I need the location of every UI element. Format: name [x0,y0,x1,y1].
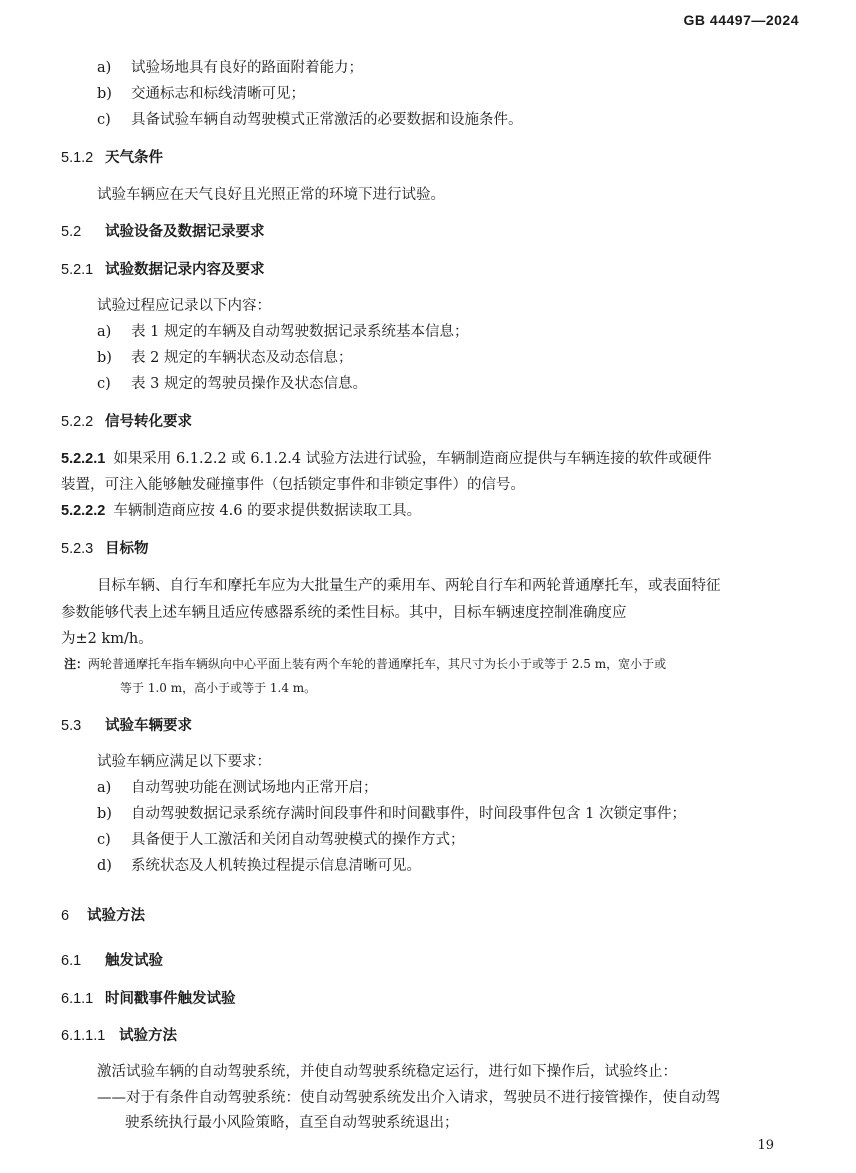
paragraph-continued: 为±2 km/h。 [61,631,153,647]
list-item-text: 自动驾驶功能在测试场地内正常开启； [131,780,378,796]
list-item-label: c) [97,376,111,392]
note-label: 注： [64,657,89,671]
section-number: 6.1.1.1 [61,1028,106,1044]
list-item [97,804,686,824]
section-heading-6 [61,906,145,926]
section-number: 5.2.3 [61,541,94,557]
section-heading-6-1-1 [61,989,236,1009]
paragraph: 目标车辆、自行车和摩托车应为大批量生产的乘用车、两轮自行车和两轮普通摩托车，或表面特征 [97,578,721,594]
list-item-label: b) [97,806,112,822]
list-item-text: 具备试验车辆自动驾驶模式正常激活的必要数据和设施条件。 [131,112,523,128]
list-item-text: 表 3 规定的驾驶员操作及状态信息。 [131,376,367,392]
section-heading-5-2 [61,222,265,242]
list-item [97,322,468,342]
list-item-text: 表 1 规定的车辆及自动驾驶数据记录系统基本信息； [131,324,469,340]
section-number: 5.2 [61,224,82,240]
page-number: 19 [757,1138,774,1153]
section-heading-5-2-1 [61,260,265,280]
list-item [97,856,421,876]
paragraph: 试验过程应记录以下内容： [97,298,271,314]
section-number: 5.2.1 [61,262,94,278]
section-title: 信号转化要求 [105,414,192,430]
section-number: 6.1.1 [61,991,94,1007]
section-number: 6 [61,908,70,924]
list-item [97,830,465,850]
list-item [97,348,352,368]
list-item-label: b) [97,86,112,102]
list-item [97,110,523,130]
section-title: 时间戳事件触发试验 [105,991,236,1007]
paragraph: 试验车辆应在天气良好且光照正常的环境下进行试验。 [97,187,445,203]
list-item-label: a) [97,60,112,76]
section-heading-5-2-3 [61,539,149,559]
list-item-text: 表 2 规定的车辆状态及动态信息； [131,350,353,366]
paragraph-continued: 参数能够代表上述车辆且适应传感器系统的柔性目标。其中，目标车辆速度控制准确度应 [61,605,627,621]
list-item-label: d) [97,858,112,874]
section-title: 试验车辆要求 [105,718,192,734]
section-heading-6-1-1-1 [61,1026,177,1046]
list-item-text: 系统状态及人机转换过程提示信息清晰可见。 [131,858,421,874]
section-heading-5-1-2 [61,148,163,168]
list-item [97,84,305,104]
section-title: 试验数据记录内容及要求 [105,262,265,278]
standard-code: GB 44497—2024 [683,12,799,28]
section-number: 5.1.2 [61,150,94,166]
list-item-label: c) [97,832,111,848]
list-item-text: 试验场地具有良好的路面附着能力； [131,60,363,76]
paragraph: 激活试验车辆的自动驾驶系统，并使自动驾驶系统稳定运行，进行如下操作后，试验终止： [97,1064,677,1080]
section-title: 试验方法 [119,1028,177,1044]
note-text: 两轮普通摩托车指车辆纵向中心平面上装有两个车轮的普通摩托车，其尺寸为长小于或等于 2.5 m，宽小于或 [88,657,667,671]
section-heading-5-2-2 [61,412,192,432]
section-title: 触发试验 [105,953,163,969]
list-item-label: a) [97,780,112,796]
clause-text: 如果采用 6.1.2.2 或 6.1.2.4 试验方法进行试验，车辆制造商应提供与车辆连接的软件或硬件 [113,451,712,467]
section-number: 5.2.2 [61,414,94,430]
list-item [97,58,363,78]
section-title: 试验方法 [87,908,145,924]
list-item-text: 具备便于人工激活和关闭自动驾驶模式的操作方式； [131,832,465,848]
list-item [97,374,367,394]
clause-text-continued: 装置，可注入能够触发碰撞事件（包括锁定事件和非锁定事件）的信号。 [61,477,525,493]
dash-item: ——对于有条件自动驾驶系统：使自动驾驶系统发出介入请求，驾驶员不进行接管操作，使自动驾 [97,1090,721,1106]
list-item-text: 交通标志和标线清晰可见； [131,86,305,102]
list-item [97,778,378,798]
clause-number: 5.2.2.2 [61,503,106,519]
list-item-label: b) [97,350,112,366]
section-title: 目标物 [105,541,149,557]
clause-text: 车辆制造商应按 4.6 的要求提供数据读取工具。 [113,503,422,519]
list-item-label: c) [97,112,111,128]
note-continued: 等于 1.0 m，高小于或等于 1.4 m。 [120,681,317,695]
section-number: 5.3 [61,718,82,734]
list-item-label: a) [97,324,112,340]
clause-5-2-2-2 [61,501,421,521]
section-heading-5-3 [61,716,192,736]
section-number: 6.1 [61,953,82,969]
section-heading-6-1 [61,951,163,971]
section-title: 试验设备及数据记录要求 [105,224,265,240]
dash-item-continued: 驶系统执行最小风险策略，直至自动驾驶系统退出； [125,1115,459,1131]
note [64,656,666,673]
clause-number: 5.2.2.1 [61,451,106,467]
list-item-text: 自动驾驶数据记录系统存满时间段事件和时间戳事件，时间段事件包含 1 次锁定事件； [131,806,686,822]
section-title: 天气条件 [105,150,163,166]
paragraph: 试验车辆应满足以下要求： [97,754,271,770]
clause-5-2-2-1 [61,449,712,469]
